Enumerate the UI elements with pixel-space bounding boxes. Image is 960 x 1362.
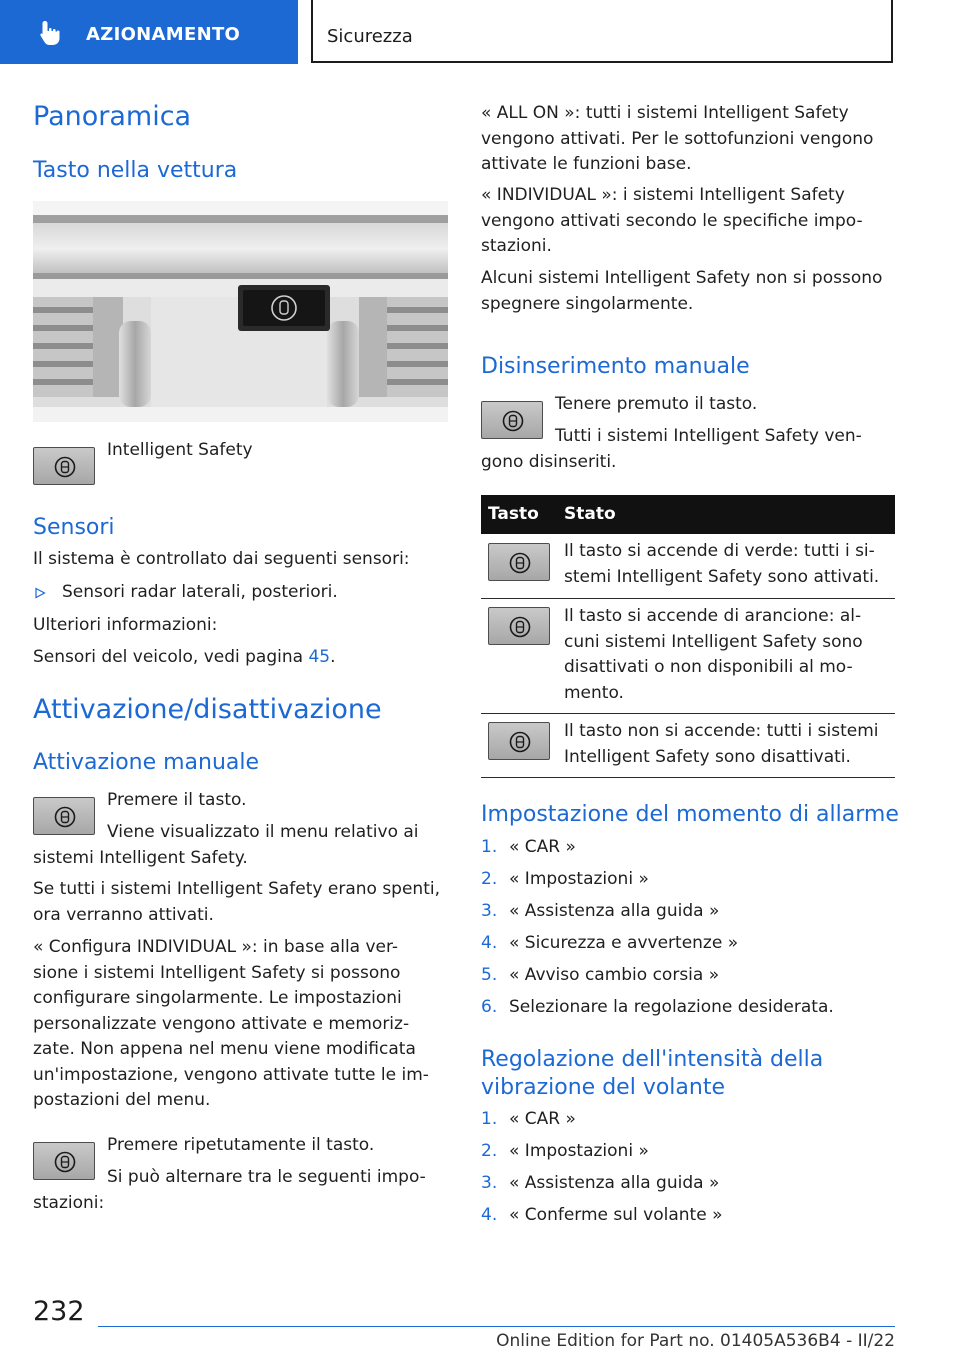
footer-divider	[98, 1326, 895, 1327]
chapter-label: Sicurezza	[327, 26, 413, 47]
intelligent-safety-icon	[509, 731, 531, 753]
list-item: « Impostazioni »	[509, 869, 649, 889]
page-link-45[interactable]: 45	[308, 647, 331, 667]
section-title-manual-off: Disinserimento manuale	[481, 354, 750, 379]
sensors-text: Il sistema è controllato dai seguenti sensori:	[33, 549, 410, 569]
row-state-text: Il tasto si accende di arancione: al- cuni sistemi Intelligent Safety sono disattivati o non disponibili al mo- mento.	[564, 606, 863, 703]
sensors-bullet: Sensori radar laterali, posteriori.	[62, 582, 338, 602]
individual-text: « INDIVIDUAL »: i sistemi Intelligent Safety vengono attivati secondo le specifiche impo- stazioni.	[481, 185, 863, 256]
status-table-header	[481, 495, 895, 534]
section-label: AZIONAMENTO	[86, 24, 241, 45]
more-info-label: Ulteriori informazioni:	[33, 615, 218, 635]
triangle-bullet-icon	[34, 587, 46, 599]
intelligent-safety-button-green	[488, 543, 550, 581]
intelligent-safety-icon	[509, 552, 531, 574]
all-on-text: « ALL ON »: tutti i sistemi Intelligent Safety vengono attivati. Per le sottofunzioni vengono attivate le funzioni base.	[481, 103, 874, 174]
list-item: « CAR »	[509, 1109, 576, 1129]
section-title-button: Tasto nella vettura	[33, 158, 238, 183]
menu-text: Viene visualizzato il menu relativo ai sistemi Intelligent Safety.	[33, 822, 419, 868]
press-repeat-text: Premere ripetutamente il tasto.	[107, 1135, 375, 1155]
press-button-text: Premere il tasto.	[107, 790, 247, 810]
intelligent-safety-button-orange	[488, 607, 550, 645]
off-text: Se tutti i sistemi Intelligent Safety erano spenti, ora verranno attivati.	[33, 879, 441, 925]
section-title-manual-activation: Attivazione manuale	[33, 750, 260, 775]
button-caption: Intelligent Safety	[107, 440, 253, 460]
section-title-vibration: Regolazione dell'intensità della vibrazione del volante	[481, 1047, 824, 1100]
intelligent-safety-button-off	[488, 722, 550, 760]
section-tab[interactable]	[0, 0, 298, 64]
page-number: 232	[33, 1296, 85, 1327]
row-state-text: Il tasto non si accende: tutti i sistemi Intelligent Safety sono disattivati.	[564, 721, 879, 767]
chapter-tab[interactable]	[311, 0, 893, 63]
table-divider	[481, 598, 895, 599]
hand-pointer-icon	[36, 18, 66, 48]
intelligent-safety-icon	[509, 616, 531, 638]
table-divider	[481, 713, 895, 714]
list-item: « Assistenza alla guida »	[509, 901, 720, 921]
all-off-text: Tutti i sistemi Intelligent Safety ven- gono disinseriti.	[481, 426, 862, 472]
intelligent-safety-icon	[54, 456, 76, 478]
row-state-text: Il tasto si accende di verde: tutti i si- stemi Intelligent Safety sono attivati.	[564, 541, 880, 587]
table-divider	[481, 777, 895, 778]
list-item: Selezionare la regolazione desiderata.	[509, 997, 834, 1017]
configure-text: « Configura INDIVIDUAL »: in base alla ver- sione i sistemi Intelligent Safety si possono configurare singolarmente. Le impostazioni personalizzate vengono attivate e memoriz- zate. Non appena nel menu viene modificata un'impostazione, vengono attivate tutte le im- postazioni del menu.	[33, 937, 429, 1110]
section-title-alarm: Impostazione del momento di allarme	[481, 802, 899, 827]
list-item: « Sicurezza e avvertenze »	[509, 933, 739, 953]
sensors-reference: Sensori del veicolo, vedi pagina 45.	[33, 647, 336, 667]
alternate-text: Si può alternare tra le seguenti impo- stazioni:	[33, 1167, 426, 1213]
hold-button-text: Tenere premuto il tasto.	[555, 394, 758, 414]
list-item: « Impostazioni »	[509, 1141, 649, 1161]
list-item: « Avviso cambio corsia »	[509, 965, 720, 985]
col-header-button: Tasto	[488, 504, 539, 524]
dashboard-photo	[33, 201, 448, 422]
list-item: « CAR »	[509, 837, 576, 857]
edition-text: Online Edition for Part no. 01405A536B4 - II/22	[496, 1331, 895, 1351]
page-title: Panoramica	[33, 101, 192, 132]
section-title-sensors: Sensori	[33, 515, 115, 540]
col-header-state: Stato	[564, 504, 616, 524]
some-systems-text: Alcuni sistemi Intelligent Safety non si possono spegnere singolarmente.	[481, 268, 883, 314]
list-item: « Conferme sul volante »	[509, 1205, 723, 1225]
intelligent-safety-button[interactable]	[33, 447, 95, 485]
list-item: « Assistenza alla guida »	[509, 1173, 720, 1193]
section-title-activation: Attivazione/disattivazione	[33, 694, 382, 725]
